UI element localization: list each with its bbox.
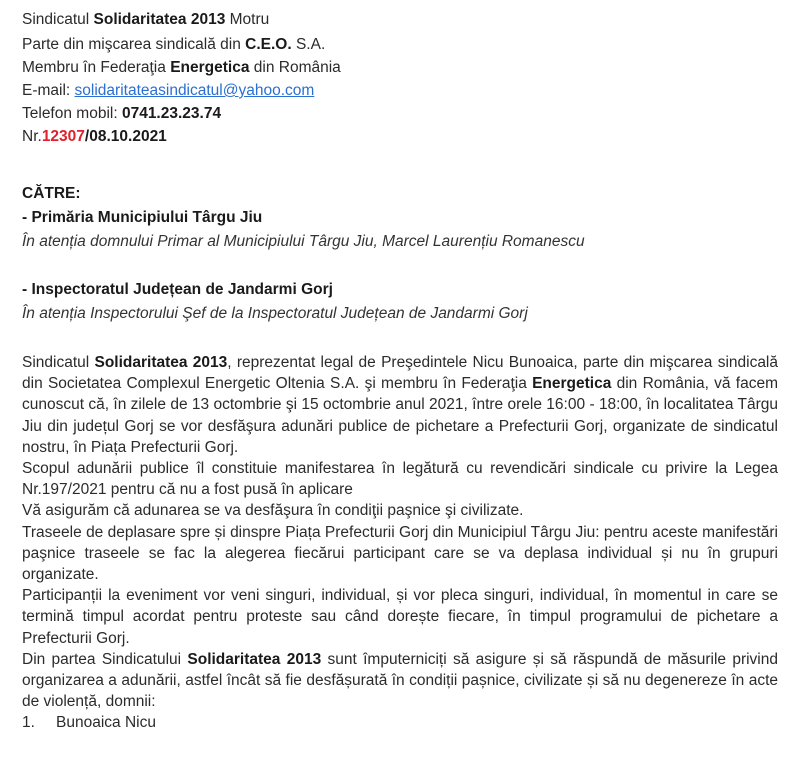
paragraph-representatives — [22, 649, 778, 713]
federation-name-bold: Energetica — [532, 375, 612, 393]
recipient-attention: În atenția domnului Primar al Municipiului Târgu Jiu, Marcel Laurențiu Romanescu — [22, 233, 585, 250]
text-run: Sindicatul — [22, 354, 95, 371]
email-label: E-mail: — [22, 82, 75, 99]
recipient-name: - Primăria Municipiului Târgu Jiu — [22, 209, 263, 226]
affiliation-company: C.E.O. — [245, 36, 292, 53]
representative-name: Bunoaica Nicu — [56, 714, 156, 732]
representatives-list — [22, 712, 778, 733]
email-line — [22, 79, 341, 102]
org-line — [22, 8, 341, 31]
registration-label: Nr. — [22, 128, 42, 145]
paragraph-intro — [22, 352, 778, 458]
text-run: Din partea Sindicatului — [22, 650, 188, 668]
paragraph-participants: Participanții la eveniment vor veni singuri, individual, și vor pleca singuri, individual, în momentul in care se termină timpul acordat pentru proteste sau când dorește fiecare, în timpul programului de pichetare a Prefecturii Gorj. — [22, 587, 778, 647]
recipients-block — [22, 182, 585, 326]
spacer — [22, 254, 585, 278]
registration-number: 12307 — [41, 128, 85, 145]
letterhead — [22, 8, 341, 148]
org-name: Solidaritatea 2013 — [93, 11, 226, 28]
phone-number: 0741.23.23.74 — [121, 105, 222, 122]
recipients-heading: CĂTRE: — [22, 185, 81, 202]
text-run: din România, vă facem cunoscut că, în zilele de 13 octombrie şi 15 octombrie anul 2021, între orele 16:00 - 18:00, în localitatea Târgu Jiu din județul Gorj se vor desfăşura adunări publice de pichetare a Prefecturii Gorj, organizate de sindicatul nostru, în Piața Prefecturii Gorj. — [22, 375, 778, 456]
phone-line — [22, 102, 341, 125]
federation-name: Energetica — [170, 59, 250, 76]
affiliation-line — [22, 33, 341, 56]
phone-label: Telefon mobil: — [22, 105, 122, 122]
org-name-bold: Solidaritatea 2013 — [187, 650, 322, 668]
list-item — [22, 712, 778, 733]
org-suffix: Motru — [225, 11, 270, 28]
letter-body — [22, 352, 778, 734]
affiliation-suffix: S.A. — [291, 36, 326, 53]
org-prefix: Sindicatul — [22, 11, 94, 28]
paragraph-purpose: Scopul adunării publice îl constituie manifestarea în legătură cu revendicări sindicale cu privire la Legea Nr.197/2021 pentru că nu a fost pusă în aplicare — [22, 460, 778, 499]
list-number: 1. — [22, 714, 35, 732]
federation-suffix: din România — [249, 59, 341, 76]
recipient-attention: În atenția Inspectorului Şef de la Inspectoratul Județean de Jandarmi Gorj — [22, 305, 528, 322]
federation-prefix: Membru în Federaţia — [22, 59, 171, 76]
org-name-bold: Solidaritatea 2013 — [94, 354, 228, 371]
registration-line — [22, 125, 341, 148]
affiliation-prefix: Parte din mişcarea sindicală din — [22, 36, 246, 53]
paragraph-routes: Traseele de deplasare spre și dinspre Piața Prefecturii Gorj din Municipiul Târgu Jiu: pentru aceste manifestări paşnice traseele se fac la alegerea fiecărui participant care se va deplasa individual și nu în grupuri organizate. — [22, 523, 778, 584]
text-run: , reprezentat legal de Preşedintele Nicu Bunoaica, parte din mişcarea sindicală din Societatea Complexul Energetic Oltenia S.A. şi membru în Federaţia — [22, 354, 779, 393]
paragraph-assurance: Vă asigurăm că adunarea se va desfăşura în condiţii paşnice şi civilizate. — [22, 502, 524, 520]
text-run: sunt împuterniciți să asigure și să răspundă de măsurile privind organizarea a adunării, astfel încât să fie desfășurată în condiții pașnice, civilizate și să nu degenereze în acte de violență, domnii: — [22, 650, 778, 711]
email-link[interactable]: solidaritateasindicatul@yahoo.com — [74, 82, 315, 99]
recipient-name: - Inspectoratul Județean de Jandarmi Gorj — [22, 281, 333, 298]
federation-line — [22, 56, 341, 79]
registration-date: /08.10.2021 — [84, 128, 167, 145]
